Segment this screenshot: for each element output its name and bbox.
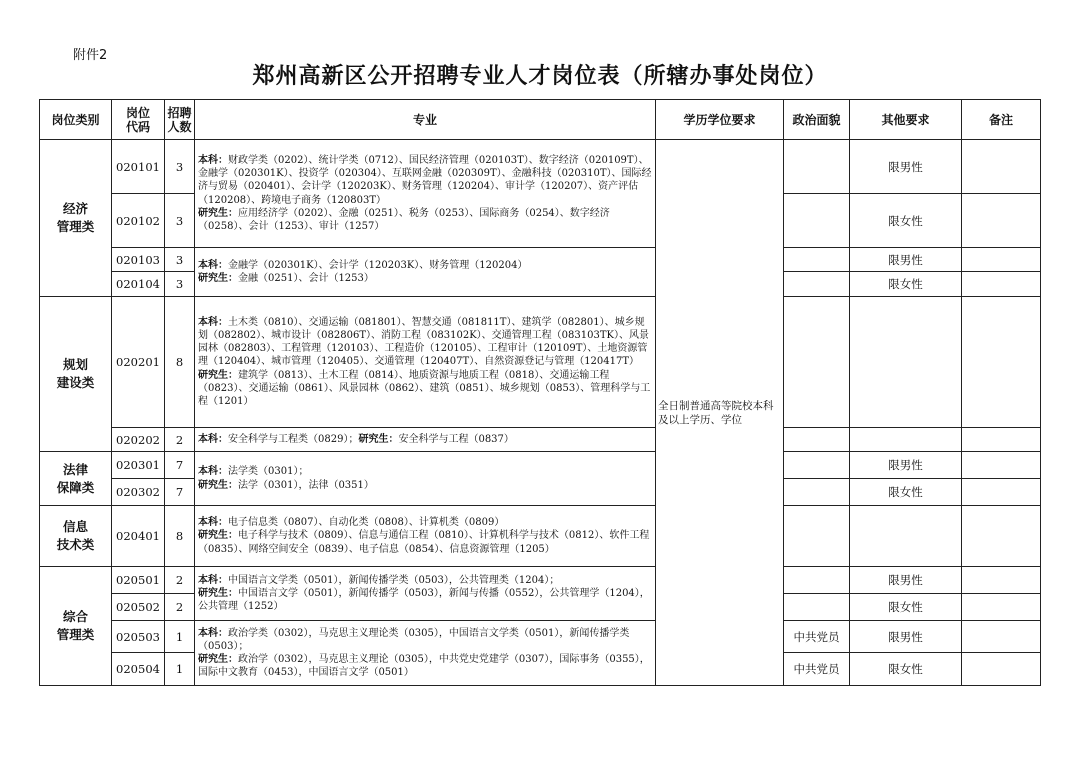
other-requirement-cell bbox=[850, 506, 962, 567]
major-cell: 本科：政治学类（0302），马克思主义理论类（0305），中国语言文学类（0501），新闻传播学类（0503）； 研究生：政治学（0302），马克思主义理论（0305），中共党史党建学（0307），国际事务（0355），国际中文教育（0453），中国语言文学（0501） bbox=[195, 621, 656, 686]
code-cell: 020502 bbox=[112, 594, 165, 621]
table-row bbox=[40, 621, 1041, 653]
table-row bbox=[40, 567, 1041, 594]
political-cell bbox=[784, 428, 850, 452]
political-cell bbox=[784, 248, 850, 272]
notes-cell bbox=[962, 594, 1041, 621]
code-cell: 020401 bbox=[112, 506, 165, 567]
political-cell bbox=[784, 272, 850, 297]
notes-cell bbox=[962, 140, 1041, 194]
other-requirement-cell: 限男性 bbox=[850, 452, 962, 479]
count-cell: 7 bbox=[165, 479, 195, 506]
header-code: 岗位 代码 bbox=[112, 100, 165, 140]
positions-table bbox=[39, 99, 1041, 686]
other-requirement-cell: 限女性 bbox=[850, 194, 962, 248]
header-other: 其他要求 bbox=[850, 100, 962, 140]
political-cell bbox=[784, 506, 850, 567]
count-cell: 8 bbox=[165, 506, 195, 567]
code-cell: 020103 bbox=[112, 248, 165, 272]
count-cell: 3 bbox=[165, 248, 195, 272]
notes-cell bbox=[962, 272, 1041, 297]
political-cell bbox=[784, 479, 850, 506]
political-cell: 中共党员 bbox=[784, 653, 850, 686]
notes-cell bbox=[962, 297, 1041, 428]
code-cell: 020202 bbox=[112, 428, 165, 452]
major-cell: 本科：安全科学与工程类（0829）；研究生：安全科学与工程（0837） bbox=[195, 428, 656, 452]
count-cell: 1 bbox=[165, 621, 195, 653]
count-cell: 2 bbox=[165, 594, 195, 621]
table-row bbox=[40, 428, 1041, 452]
political-cell: 中共党员 bbox=[784, 621, 850, 653]
code-cell: 020104 bbox=[112, 272, 165, 297]
notes-cell bbox=[962, 248, 1041, 272]
other-requirement-cell: 限女性 bbox=[850, 594, 962, 621]
header-notes: 备注 bbox=[962, 100, 1041, 140]
notes-cell bbox=[962, 452, 1041, 479]
count-cell: 8 bbox=[165, 297, 195, 428]
table-row bbox=[40, 248, 1041, 272]
major-cell: 本科：中国语言文学类（0501），新闻传播学类（0503），公共管理类（1204）； 研究生：中国语言文学（0501），新闻传播学（0503），新闻与传播（0552），公共管理学（1204），公共管理（1252） bbox=[195, 567, 656, 621]
notes-cell bbox=[962, 621, 1041, 653]
header-political: 政治面貌 bbox=[784, 100, 850, 140]
political-cell bbox=[784, 140, 850, 194]
major-cell: 本科：法学类（0301）； 研究生：法学（0301），法律（0351） bbox=[195, 452, 656, 506]
other-requirement-cell: 限女性 bbox=[850, 272, 962, 297]
header-row bbox=[40, 100, 1041, 140]
header-major: 专业 bbox=[195, 100, 656, 140]
notes-cell bbox=[962, 506, 1041, 567]
political-cell bbox=[784, 452, 850, 479]
notes-cell bbox=[962, 653, 1041, 686]
code-cell: 020504 bbox=[112, 653, 165, 686]
page-title: 郑州高新区公开招聘专业人才岗位表（所辖办事处岗位） bbox=[252, 63, 828, 89]
code-cell: 020102 bbox=[112, 194, 165, 248]
code-cell: 020503 bbox=[112, 621, 165, 653]
count-cell: 1 bbox=[165, 653, 195, 686]
other-requirement-cell bbox=[850, 297, 962, 428]
count-cell: 3 bbox=[165, 140, 195, 194]
code-cell: 020302 bbox=[112, 479, 165, 506]
notes-cell bbox=[962, 194, 1041, 248]
major-cell: 本科：土木类（0810）、交通运输（081801）、智慧交通（081811T）、建筑学（082801）、城乡规划（082802）、城市设计（082806T）、消防工程（083102K）、交通管理工程（083103TK）、风景园林（082803）、工程管理（120103）、工程造价（120105）、工程审计（120109T）、土地资源管理（120404）、城市管理（120405）、交通管理（120407T）、自然资源登记与管理（120417T） 研究生：建筑学（0813）、土木工程（0814）、地质资源与地质工程（0818）、交通运输工程（0823）、交通运输（0861）、风景园林（0862）、建筑（0851）、城乡规划（0853）、管理科学与工程（1201） bbox=[195, 297, 656, 428]
notes-cell bbox=[962, 428, 1041, 452]
political-cell bbox=[784, 194, 850, 248]
other-requirement-cell: 限女性 bbox=[850, 479, 962, 506]
count-cell: 3 bbox=[165, 194, 195, 248]
political-cell bbox=[784, 297, 850, 428]
code-cell: 020301 bbox=[112, 452, 165, 479]
category-cell: 信息 技术类 bbox=[40, 506, 112, 567]
header-count: 招聘 人数 bbox=[165, 100, 195, 140]
other-requirement-cell: 限女性 bbox=[850, 653, 962, 686]
notes-cell bbox=[962, 567, 1041, 594]
code-cell: 020501 bbox=[112, 567, 165, 594]
table-row bbox=[40, 506, 1041, 567]
other-requirement-cell: 限男性 bbox=[850, 140, 962, 194]
political-cell bbox=[784, 594, 850, 621]
count-cell: 7 bbox=[165, 452, 195, 479]
category-cell: 法律 保障类 bbox=[40, 452, 112, 506]
major-cell: 本科：财政学类（0202）、统计学类（0712）、国民经济管理（020103T）、数字经济（020109T）、金融学（020301K）、投资学（020304）、互联网金融（020309T）、金融科技（020310T）、国际经济与贸易（020401）、会计学（120203K）、财务管理（120204）、审计学（120207）、资产评估（120208）、跨境电子商务（120803T） 研究生：应用经济学（0202）、金融（0251）、税务（0253）、国际商务（0254）、数字经济（0258）、会计（1253）、审计（1257） bbox=[195, 140, 656, 248]
table-row bbox=[40, 297, 1041, 428]
count-cell: 3 bbox=[165, 272, 195, 297]
category-cell: 规划 建设类 bbox=[40, 297, 112, 452]
count-cell: 2 bbox=[165, 428, 195, 452]
political-cell bbox=[784, 567, 850, 594]
other-requirement-cell: 限男性 bbox=[850, 621, 962, 653]
major-cell: 本科：金融学（020301K）、会计学（120203K）、财务管理（120204） 研究生：金融（0251）、会计（1253） bbox=[195, 248, 656, 297]
table-row bbox=[40, 452, 1041, 479]
header-education: 学历学位要求 bbox=[656, 100, 784, 140]
count-cell: 2 bbox=[165, 567, 195, 594]
table-row bbox=[40, 140, 1041, 194]
notes-cell bbox=[962, 479, 1041, 506]
other-requirement-cell: 限男性 bbox=[850, 248, 962, 272]
attachment-label: 附件2 bbox=[73, 48, 108, 63]
code-cell: 020201 bbox=[112, 297, 165, 428]
other-requirement-cell: 限男性 bbox=[850, 567, 962, 594]
code-cell: 020101 bbox=[112, 140, 165, 194]
education-cell: 全日制普通高等院校本科及以上学历、学位 bbox=[656, 140, 784, 686]
category-cell: 经济 管理类 bbox=[40, 140, 112, 297]
header-category: 岗位类别 bbox=[40, 100, 112, 140]
major-cell: 本科：电子信息类（0807）、自动化类（0808）、计算机类（0809） 研究生：电子科学与技术（0809）、信息与通信工程（0810）、计算机科学与技术（0812）、软件工程（0835）、网络空间安全（0839）、电子信息（0854）、信息资源管理（1205） bbox=[195, 506, 656, 567]
other-requirement-cell bbox=[850, 428, 962, 452]
category-cell: 综合 管理类 bbox=[40, 567, 112, 686]
